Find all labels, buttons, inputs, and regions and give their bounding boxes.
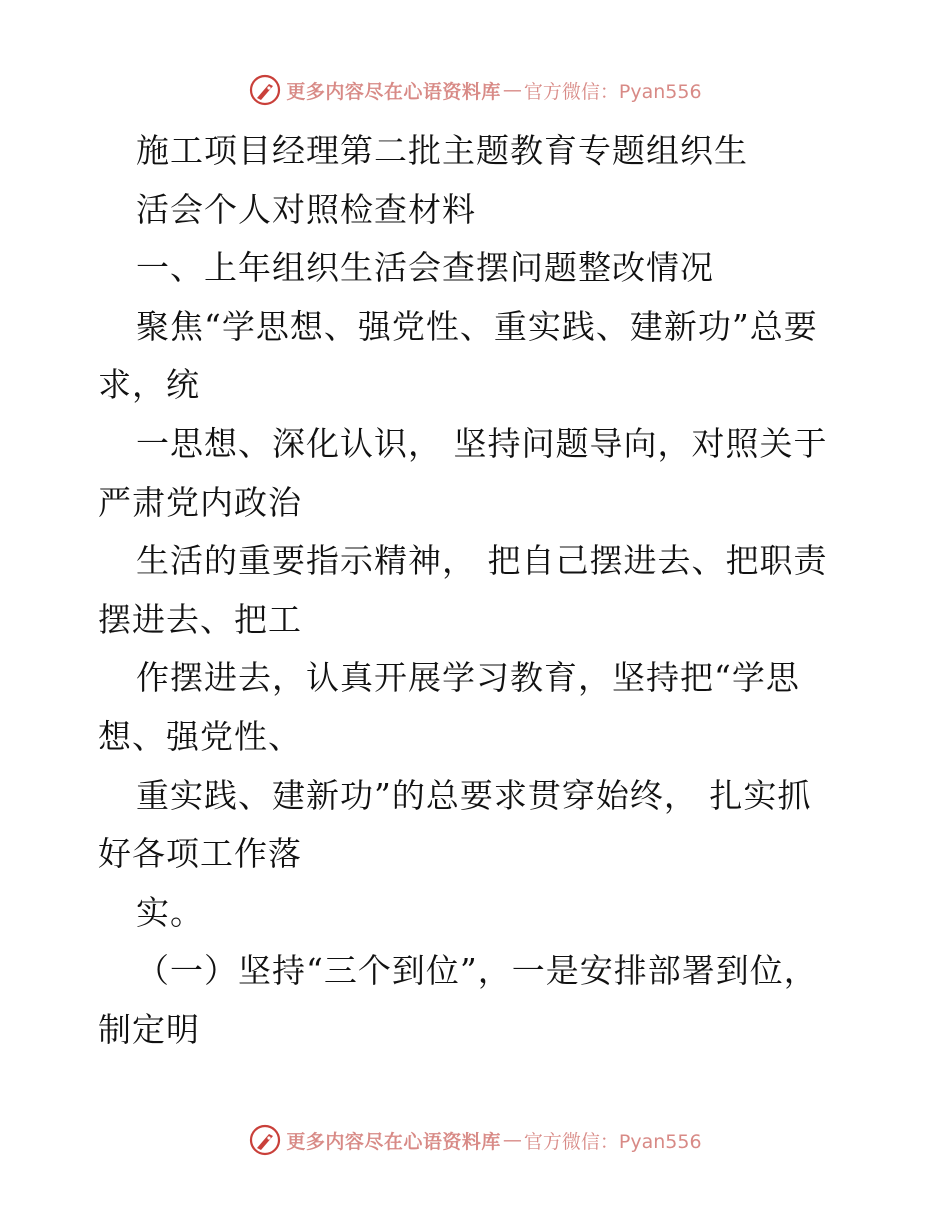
paragraph-line: 摆进去、把工 [98, 599, 302, 639]
paragraph-line: 制定明 [98, 1009, 200, 1049]
paragraph-line: 求，统 [98, 365, 200, 405]
paragraph-line: 一思想、深化认识， 坚持问题导向，对照关于 [136, 423, 828, 463]
pen-nib-circle-icon [248, 73, 282, 107]
paragraph-line: 严肃党内政治 [98, 482, 302, 522]
header-watermark [0, 70, 950, 110]
paragraph-line: 想、强党性、 [98, 716, 302, 756]
watermark-dash: — [502, 79, 522, 101]
section-heading: 一、上年组织生活会查摆问题整改情况 [136, 248, 714, 288]
watermark-wechat: 官方微信：Pyan556 [523, 1130, 702, 1153]
document-body [98, 122, 858, 1060]
watermark-brand: 更多内容尽在心语资料库 [286, 1130, 501, 1153]
paragraph-line: 好各项工作落 [98, 834, 302, 874]
watermark-brand: 更多内容尽在心语资料库 [286, 80, 501, 103]
paragraph-line: 实。 [136, 892, 204, 932]
paragraph-line: 重实践、建新功”的总要求贯穿始终， 扎实抓 [136, 775, 812, 815]
footer-watermark [0, 1120, 950, 1160]
paragraph-line: 生活的重要指示精神， 把自己摆进去、把职责 [136, 541, 828, 581]
subsection-line: （一）坚持“三个到位”，一是安排部署到位， [136, 951, 818, 991]
pen-nib-circle-icon [248, 1123, 282, 1157]
watermark-dash: — [502, 1129, 522, 1151]
document-title-line-1: 施工项目经理第二批主题教育专题组织生 [136, 131, 748, 170]
paragraph-line: 聚焦“学思想、强党性、重实践、建新功”总要 [136, 306, 818, 346]
document-title-line-2: 活会个人对照检查材料 [136, 189, 476, 229]
paragraph-line: 作摆进去，认真开展学习教育，坚持把“学思 [136, 658, 800, 698]
watermark-wechat: 官方微信：Pyan556 [523, 80, 702, 103]
